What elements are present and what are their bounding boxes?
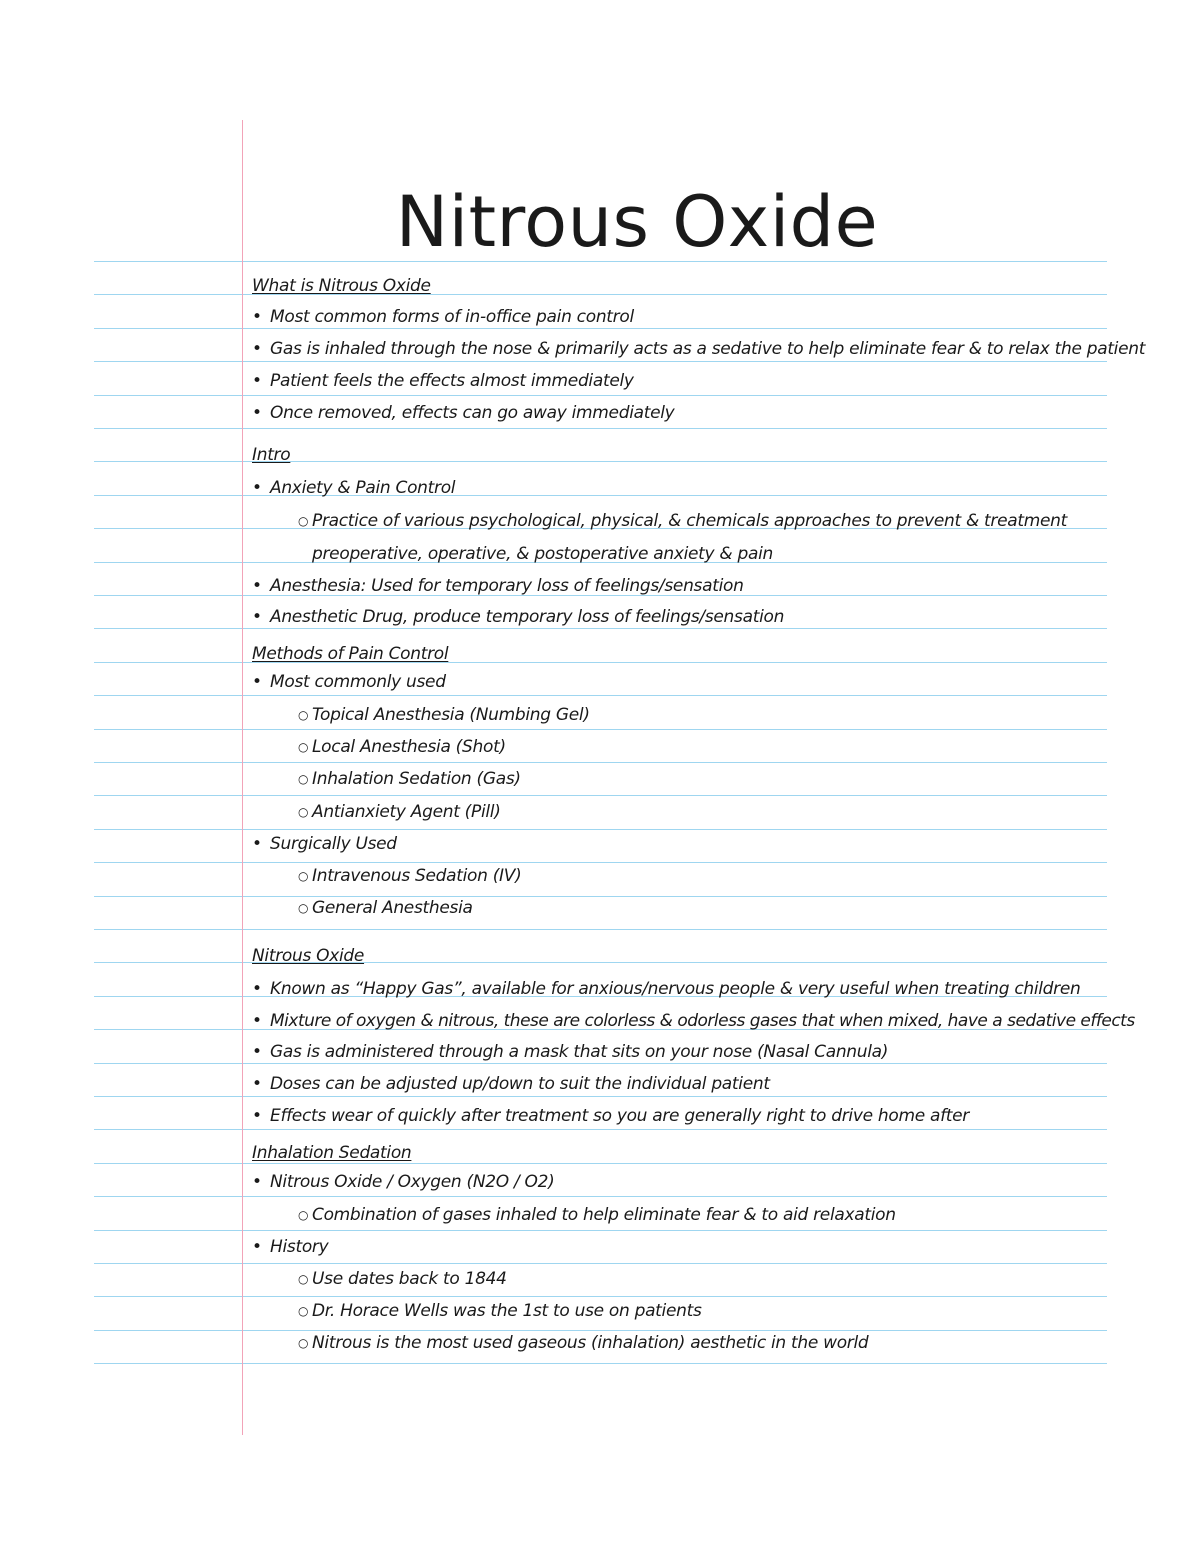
ruled-line	[94, 1330, 1107, 1331]
ruled-line	[94, 495, 1107, 496]
ruled-line	[94, 929, 1107, 930]
ruled-line	[94, 862, 1107, 863]
ruled-line	[94, 795, 1107, 796]
sub-list-item: ○ Practice of various psychological, physical, & chemicals approaches to prevent & treatment	[298, 511, 1067, 531]
ruled-line	[94, 461, 1107, 462]
sub-list-item: ○ Intravenous Sedation (IV)	[298, 866, 522, 886]
section-heading-what-is: What is Nitrous Oxide	[252, 276, 431, 296]
ruled-line	[94, 662, 1107, 663]
ruled-line	[94, 729, 1107, 730]
list-item: • Anxiety & Pain Control	[252, 478, 456, 498]
sub-list-item: ○ General Anesthesia	[298, 898, 473, 918]
sub-bullet-icon: ○	[298, 901, 309, 915]
bullet-icon: •	[252, 478, 262, 498]
sub-bullet-icon: ○	[298, 1208, 309, 1222]
bullet-icon: •	[252, 1172, 262, 1192]
bullet-icon: •	[252, 1011, 262, 1031]
sub-list-item: ○ Dr. Horace Wells was the 1st to use on patients	[298, 1301, 702, 1321]
ruled-line	[94, 695, 1107, 696]
bullet-icon: •	[252, 576, 262, 596]
list-item: • Patient feels the effects almost immediately	[252, 371, 634, 391]
ruled-line	[94, 1196, 1107, 1197]
list-item: • Effects wear of quickly after treatment so you are generally right to drive home after	[252, 1106, 969, 1126]
sub-list-item: ○ Topical Anesthesia (Numbing Gel)	[298, 705, 590, 725]
section-heading-methods: Methods of Pain Control	[252, 644, 449, 664]
sub-bullet-icon: ○	[298, 740, 309, 754]
bullet-icon: •	[252, 979, 262, 999]
bullet-icon: •	[252, 1074, 262, 1094]
ruled-line	[94, 395, 1107, 396]
ruled-line	[94, 1363, 1107, 1364]
ruled-line	[94, 294, 1107, 295]
sub-list-item-continued: preoperative, operative, & postoperative anxiety & pain	[312, 544, 773, 564]
bullet-icon: •	[252, 672, 262, 692]
ruled-line	[94, 1129, 1107, 1130]
ruled-line	[94, 1163, 1107, 1164]
sub-list-item: ○ Use dates back to 1844	[298, 1269, 507, 1289]
ruled-line	[94, 428, 1107, 429]
list-item: • Most commonly used	[252, 672, 446, 692]
sub-bullet-icon: ○	[298, 1272, 309, 1286]
ruled-line	[94, 962, 1107, 963]
sub-list-item: ○ Combination of gases inhaled to help eliminate fear & to aid relaxation	[298, 1205, 896, 1225]
sub-bullet-icon: ○	[298, 514, 309, 528]
bullet-icon: •	[252, 403, 262, 423]
sub-list-item: ○ Nitrous is the most used gaseous (inhalation) aesthetic in the world	[298, 1333, 869, 1353]
ruled-line	[94, 1296, 1107, 1297]
list-item: • History	[252, 1237, 329, 1257]
list-item: • Gas is administered through a mask that sits on your nose (Nasal Cannula)	[252, 1042, 889, 1062]
section-heading-nitrous: Nitrous Oxide	[252, 946, 365, 966]
bullet-icon: •	[252, 1237, 262, 1257]
list-item: • Once removed, effects can go away immediately	[252, 403, 675, 423]
ruled-line	[94, 1096, 1107, 1097]
bullet-icon: •	[252, 339, 262, 359]
bullet-icon: •	[252, 1106, 262, 1126]
sub-bullet-icon: ○	[298, 1304, 309, 1318]
list-item: • Doses can be adjusted up/down to suit the individual patient	[252, 1074, 770, 1094]
list-item: • Anesthetic Drug, produce temporary loss of feelings/sensation	[252, 607, 785, 627]
list-item: • Gas is inhaled through the nose & primarily acts as a sedative to help eliminate fear & to relax the patient	[252, 339, 1146, 359]
margin-line	[242, 120, 243, 1435]
sub-list-item: ○ Antianxiety Agent (Pill)	[298, 802, 501, 822]
list-item: • Most common forms of in-office pain control	[252, 307, 634, 327]
ruled-line	[94, 361, 1107, 362]
page-title: Nitrous Oxide	[395, 181, 879, 263]
sub-bullet-icon: ○	[298, 708, 309, 722]
sub-bullet-icon: ○	[298, 869, 309, 883]
bullet-icon: •	[252, 371, 262, 391]
sub-bullet-icon: ○	[298, 1336, 309, 1350]
list-item: • Nitrous Oxide / Oxygen (N2O / O2)	[252, 1172, 555, 1192]
list-item: • Anesthesia: Used for temporary loss of feelings/sensation	[252, 576, 744, 596]
ruled-line	[94, 628, 1107, 629]
bullet-icon: •	[252, 607, 262, 627]
section-heading-inhalation: Inhalation Sedation	[252, 1143, 412, 1163]
ruled-line	[94, 829, 1107, 830]
section-heading-intro: Intro	[252, 445, 291, 465]
sub-list-item: ○ Local Anesthesia (Shot)	[298, 737, 506, 757]
bullet-icon: •	[252, 1042, 262, 1062]
sub-list-item: ○ Inhalation Sedation (Gas)	[298, 769, 521, 789]
sub-bullet-icon: ○	[298, 772, 309, 786]
sub-bullet-icon: ○	[298, 805, 309, 819]
ruled-line	[94, 762, 1107, 763]
list-item: • Surgically Used	[252, 834, 397, 854]
list-item: • Mixture of oxygen & nitrous, these are colorless & odorless gases that when mixed, have a sedative effects	[252, 1011, 1135, 1031]
bullet-icon: •	[252, 834, 262, 854]
bullet-icon: •	[252, 307, 262, 327]
list-item: • Known as “Happy Gas”, available for anxious/nervous people & very useful when treating children	[252, 979, 1081, 999]
ruled-line	[94, 1263, 1107, 1264]
ruled-line	[94, 896, 1107, 897]
ruled-line	[94, 1230, 1107, 1231]
